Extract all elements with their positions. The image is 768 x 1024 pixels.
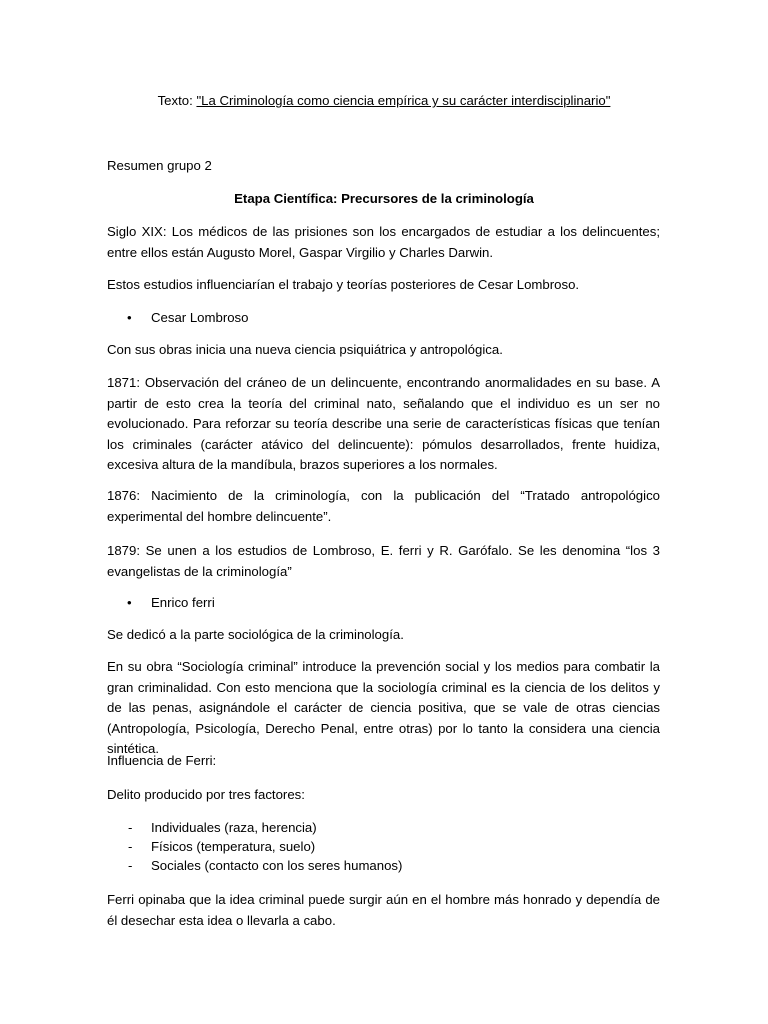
paragraph-sociologia-criminal: En su obra “Sociología criminal” introduce la prevención social y los medios para combatir la gran criminalidad. Con esto menciona que la sociología criminal es la ciencia de los delitos y de las penas, asignándole el carácter de ciencia positiva, que se vale de otras ciencias (Antropología, Psicología, Derecho Penal, entre otras) por lo tanto la considera una ciencia sintética. (107, 659, 660, 756)
paragraph-delito: Delito producido por tres factores: (107, 787, 305, 802)
bullet-label: Cesar Lombroso (151, 310, 249, 325)
section-heading: Etapa Científica: Precursores de la criminología (234, 191, 534, 206)
factor-label: Físicos (temperatura, suelo) (151, 839, 316, 854)
paragraph-siglo-xix: Siglo XIX: Los médicos de las prisiones son los encargados de estudiar a los delincuentes; entre ellos están Augusto Morel, Gaspar Virgilio y Charles Darwin. (107, 224, 660, 260)
paragraph-1879: 1879: Se unen a los estudios de Lombroso, E. ferri y R. Garófalo. Se les denomina “los 3 evangelistas de la criminología” (107, 543, 660, 579)
bullet-icon: • (127, 595, 132, 610)
paragraph-estudios: Estos estudios influenciarían el trabajo y teorías posteriores de Cesar Lombroso. (107, 277, 580, 292)
factor-list-item (128, 856, 402, 875)
paragraph-influencia: Influencia de Ferri: (107, 753, 217, 768)
document-title-line (0, 92, 768, 110)
dash-icon: - (128, 858, 133, 873)
paragraph-dedico: Se dedicó a la parte sociológica de la criminología. (107, 627, 404, 642)
factor-list-item (128, 837, 315, 856)
group-label: Resumen grupo 2 (107, 158, 212, 173)
bullet-item-ferri (127, 594, 215, 612)
factor-label: Sociales (contacto con los seres humanos) (151, 858, 403, 873)
bullet-item-lombroso (127, 309, 248, 327)
paragraph-1871: 1871: Observación del cráneo de un delincuente, encontrando anormalidades en su base. A partir de esto crea la teoría del criminal nato, señalando que el individuo es un ser no evolucionado. Para reforzar su teoría describe una serie de características físicas que tenían los criminales (carácter atávico del delincuente): pómulos desarrollados, frente huidiza, excesiva altura de la mandíbula, brazos superiores a los normales. (107, 375, 660, 472)
dash-icon: - (128, 820, 133, 835)
factor-list-item (128, 818, 317, 837)
document-title: "La Criminología como ciencia empírica y su carácter interdisciplinario" (196, 93, 611, 108)
bullet-icon: • (127, 310, 132, 325)
paragraph-1876: 1876: Nacimiento de la criminología, con la publicación del “Tratado antropológico experimental del hombre delincuente”. (107, 488, 660, 524)
paragraph-obras: Con sus obras inicia una nueva ciencia psiquiátrica y antropológica. (107, 342, 503, 357)
paragraph-final: Ferri opinaba que la idea criminal puede surgir aún en el hombre más honrado y dependía de él desechar esta idea o llevarla a cabo. (107, 892, 660, 928)
factor-label: Individuales (raza, herencia) (151, 820, 317, 835)
title-prefix: Texto: (157, 93, 197, 108)
bullet-label: Enrico ferri (151, 595, 215, 610)
dash-icon: - (128, 839, 133, 854)
